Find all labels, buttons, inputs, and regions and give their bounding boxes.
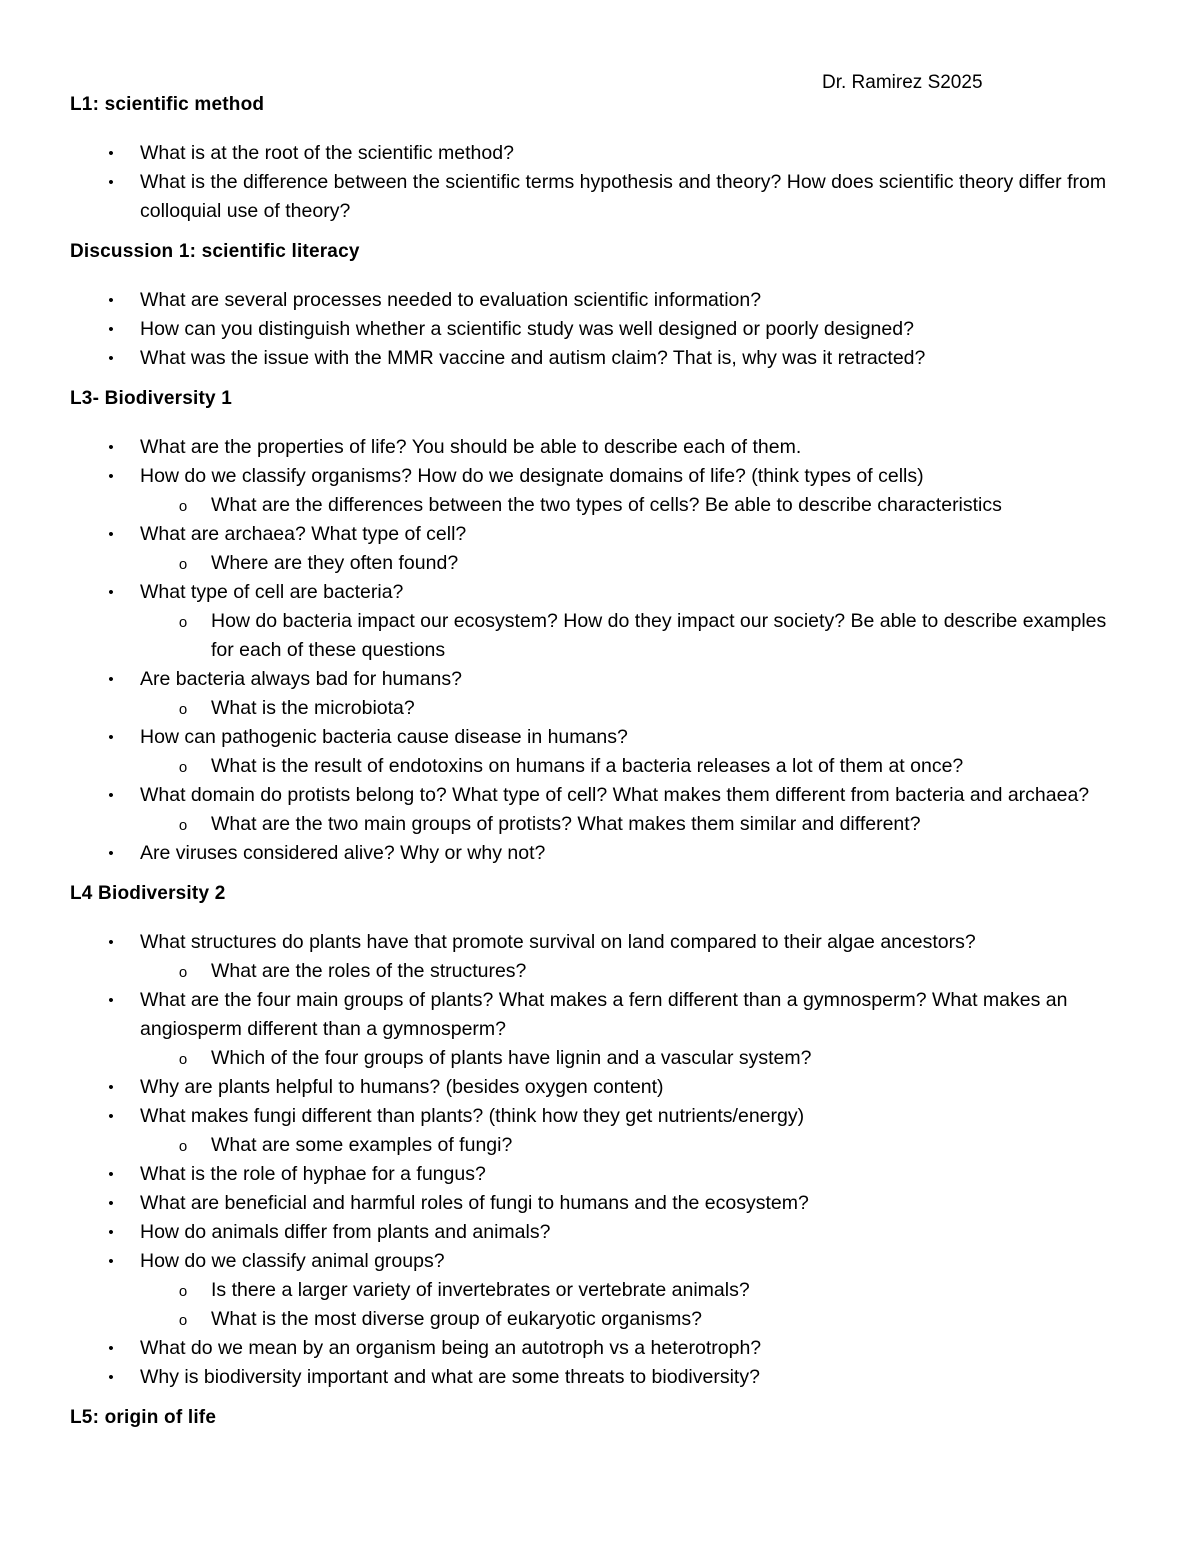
bullet-icon: •	[108, 584, 114, 601]
sub-question-text: Which of the four groups of plants have lignin and a vascular system?	[211, 1047, 812, 1069]
sub-question-text: What are some examples of fungi?	[211, 1134, 513, 1156]
sub-question-item	[70, 1276, 1130, 1305]
sub-question-text: What are the roles of the structures?	[211, 960, 527, 982]
sub-bullet-icon: o	[178, 1051, 188, 1068]
question-item	[70, 1189, 1130, 1218]
sub-question-text: What is the result of endotoxins on humans if a bacteria releases a lot of them at once?	[211, 755, 964, 777]
section-heading: L1: scientific method	[70, 94, 265, 115]
question-text: Are viruses considered alive? Why or why not?	[140, 842, 546, 864]
bullet-icon: •	[108, 1166, 114, 1183]
question-text: What domain do protists belong to? What type of cell? What makes them different from bacteria and archaea?	[140, 784, 1090, 806]
question-item	[70, 986, 1130, 1044]
question-text: Why is biodiversity important and what are some threats to biodiversity?	[140, 1366, 760, 1388]
bullet-icon: •	[108, 992, 114, 1009]
sub-question-item	[70, 1131, 1130, 1160]
bullet-icon: •	[108, 787, 114, 804]
section-heading: L5: origin of life	[70, 1407, 217, 1428]
question-text: Why are plants helpful to humans? (besides oxygen content)	[140, 1076, 664, 1098]
bullet-icon: •	[108, 1108, 114, 1125]
bullet-icon: •	[108, 1195, 114, 1212]
question-text: What is at the root of the scientific method?	[140, 142, 514, 164]
question-text: How do we classify animal groups?	[140, 1250, 445, 1272]
question-item	[70, 433, 1130, 462]
question-text: What are the four main groups of plants? What makes a fern different than a gymnosperm? What makes an angiosperm different than a gymnosperm?	[140, 989, 1068, 1040]
bullet-icon: •	[108, 1340, 114, 1357]
question-text: What structures do plants have that promote survival on land compared to their algae ancestors?	[140, 931, 976, 953]
sub-question-item	[70, 549, 1130, 578]
question-text: What are several processes needed to evaluation scientific information?	[140, 289, 762, 311]
question-text: How do we classify organisms? How do we designate domains of life? (think types of cells)	[140, 465, 924, 487]
question-item	[70, 1363, 1130, 1392]
bullet-icon: •	[108, 1224, 114, 1241]
sub-bullet-icon: o	[178, 759, 188, 776]
question-item	[70, 665, 1130, 694]
question-text: What was the issue with the MMR vaccine and autism claim? That is, why was it retracted?	[140, 347, 926, 369]
sub-question-text: Is there a larger variety of invertebrates or vertebrate animals?	[211, 1279, 750, 1301]
question-text: What is the role of hyphae for a fungus?	[140, 1163, 486, 1185]
question-item	[70, 1247, 1130, 1276]
question-item	[70, 839, 1130, 868]
bullet-icon: •	[108, 145, 114, 162]
question-item	[70, 520, 1130, 549]
bullet-icon: •	[108, 1079, 114, 1096]
question-list	[70, 286, 1130, 373]
question-item	[70, 286, 1130, 315]
sub-question-item	[70, 607, 1130, 665]
sub-question-item	[70, 694, 1130, 723]
question-item	[70, 1160, 1130, 1189]
question-list	[70, 928, 1130, 1392]
sub-question-item	[70, 1305, 1130, 1334]
question-item	[70, 315, 1130, 344]
bullet-icon: •	[108, 671, 114, 688]
question-list	[70, 433, 1130, 868]
question-item	[70, 928, 1130, 957]
bullet-icon: •	[108, 321, 114, 338]
bullet-icon: •	[108, 729, 114, 746]
sub-question-text: Where are they often found?	[211, 552, 459, 574]
bullet-icon: •	[108, 174, 114, 191]
section-heading: Discussion 1: scientific literacy	[70, 241, 360, 262]
question-text: How do animals differ from plants and animals?	[140, 1221, 551, 1243]
sub-bullet-icon: o	[178, 817, 188, 834]
bullet-icon: •	[108, 350, 114, 367]
sub-question-item	[70, 1044, 1130, 1073]
question-item	[70, 1218, 1130, 1247]
sub-bullet-icon: o	[178, 556, 188, 573]
sub-bullet-icon: o	[178, 1283, 188, 1300]
study-guide-content	[70, 93, 1130, 1452]
question-item	[70, 1102, 1130, 1131]
question-text: What type of cell are bacteria?	[140, 581, 404, 603]
question-item	[70, 781, 1130, 810]
question-item	[70, 1073, 1130, 1102]
bullet-icon: •	[108, 1369, 114, 1386]
bullet-icon: •	[108, 439, 114, 456]
sub-question-item	[70, 810, 1130, 839]
question-text: What makes fungi different than plants? (think how they get nutrients/energy)	[140, 1105, 805, 1127]
section-heading: L4 Biodiversity 2	[70, 883, 226, 904]
sub-question-text: How do bacteria impact our ecosystem? How do they impact our society? Be able to describe examples for each of these questions	[211, 610, 1107, 661]
sub-bullet-icon: o	[178, 614, 188, 631]
bullet-icon: •	[108, 1253, 114, 1270]
sub-question-item	[70, 957, 1130, 986]
bullet-icon: •	[108, 526, 114, 543]
sub-question-text: What are the two main groups of protists? What makes them similar and different?	[211, 813, 921, 835]
sub-bullet-icon: o	[178, 498, 188, 515]
question-item	[70, 139, 1130, 168]
sub-question-item	[70, 752, 1130, 781]
sub-bullet-icon: o	[178, 1312, 188, 1329]
sub-bullet-icon: o	[178, 964, 188, 981]
sub-bullet-icon: o	[178, 701, 188, 718]
question-item	[70, 1334, 1130, 1363]
question-list	[70, 139, 1130, 226]
question-text: What are beneficial and harmful roles of fungi to humans and the ecosystem?	[140, 1192, 809, 1214]
question-item	[70, 723, 1130, 752]
bullet-icon: •	[108, 934, 114, 951]
question-text: What are the properties of life? You should be able to describe each of them.	[140, 436, 802, 458]
bullet-icon: •	[108, 468, 114, 485]
question-item	[70, 578, 1130, 607]
question-item	[70, 168, 1130, 226]
sub-question-item	[70, 491, 1130, 520]
sub-question-text: What is the microbiota?	[211, 697, 415, 719]
sub-question-text: What are the differences between the two types of cells? Be able to describe characteristics	[211, 494, 1002, 516]
question-text: Are bacteria always bad for humans?	[140, 668, 462, 690]
bullet-icon: •	[108, 292, 114, 309]
sub-bullet-icon: o	[178, 1138, 188, 1155]
sub-question-text: What is the most diverse group of eukaryotic organisms?	[211, 1308, 702, 1330]
question-item	[70, 344, 1130, 373]
question-text: How can pathogenic bacteria cause disease in humans?	[140, 726, 628, 748]
question-text: How can you distinguish whether a scientific study was well designed or poorly designed?	[140, 318, 914, 340]
question-text: What is the difference between the scientific terms hypothesis and theory? How does scientific theory differ from colloquial use of theory?	[140, 171, 1107, 222]
question-item	[70, 462, 1130, 491]
author-term-header: Dr. Ramirez S2025	[822, 72, 983, 93]
question-text: What are archaea? What type of cell?	[140, 523, 467, 545]
question-text: What do we mean by an organism being an autotroph vs a heterotroph?	[140, 1337, 762, 1359]
bullet-icon: •	[108, 845, 114, 862]
section-heading: L3- Biodiversity 1	[70, 388, 232, 409]
